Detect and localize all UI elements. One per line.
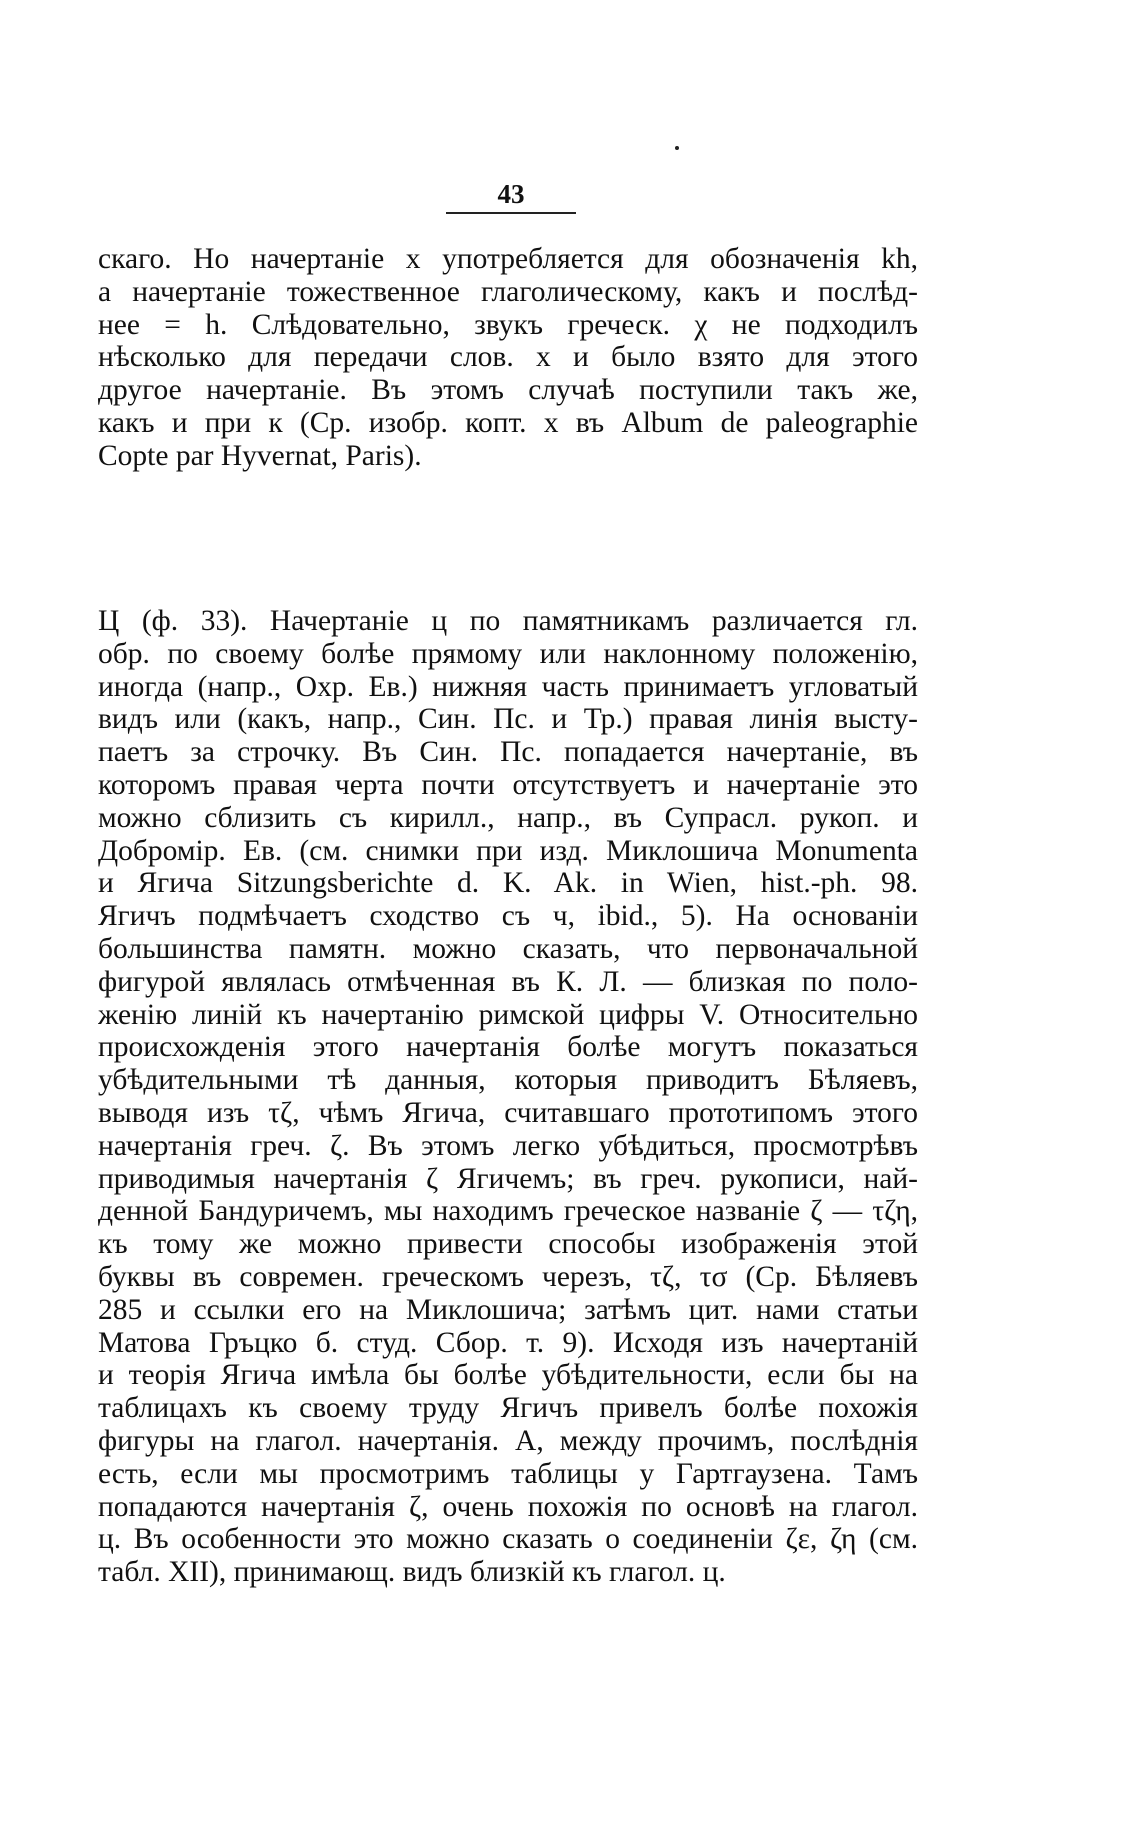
page-number: 43 xyxy=(497,179,525,209)
text-line: начертанія греч. ζ. Въ этомъ легко убѣдиться, просмотрѣвъ xyxy=(98,1129,918,1162)
text-line: происхожденія этого начертанія болѣе могутъ показаться xyxy=(98,1031,918,1064)
page-number-rule xyxy=(446,212,576,214)
text-line: какъ и при к (Ср. изобр. копт. х въ Album de paleographie xyxy=(98,406,918,439)
text-line: фигуры на глагол. начертанія. А, между прочимъ, послѣднія xyxy=(98,1424,918,1457)
text-line: фигурой являлась отмѣченная въ К. Л. — близкая по поло- xyxy=(98,965,918,998)
text-line: и Ягича Sitzungsberichte d. K. Ak. in Wien, hist.-ph. 98. xyxy=(98,867,918,900)
text-line: къ тому же можно привести способы изображенія этой xyxy=(98,1228,918,1261)
text-line: ц. Въ особенности это можно сказать о соединеніи ζε, ζη (см. xyxy=(98,1523,918,1556)
text-line: таблицахъ къ своему труду Ягичъ привелъ болѣе похожія xyxy=(98,1392,918,1425)
text-line: обр. по своему болѣе прямому или наклонному положенію, xyxy=(98,637,918,670)
text-line: Copte par Hyvernat, Paris). xyxy=(98,439,422,472)
text-line: а начертаніе тожественное глаголическому, какъ и послѣд- xyxy=(98,275,918,308)
text-line: Матова Гръцко б. студ. Сбор. т. 9). Исходя изъ начертаній xyxy=(98,1326,918,1359)
text-line: приводимыя начертанія ζ Ягичемъ; въ греч. рукописи, най- xyxy=(98,1162,918,1195)
text-line: 285 и ссылки его на Миклошича; затѣмъ цит. нами статьи xyxy=(98,1293,918,1326)
text-line: нее = h. Слѣдовательно, звукъ греческ. χ не подходилъ xyxy=(98,308,918,341)
text-line: денной Бандуричемъ, мы находимъ греческое названіе ζ — τζη, xyxy=(98,1195,918,1228)
text-line: видъ или (какъ, напр., Син. Пс. и Тр.) правая линія высту- xyxy=(98,703,918,736)
text-line: которомъ правая черта почти отсутствуетъ и начертаніе это xyxy=(98,768,918,801)
text-line: буквы въ современ. греческомъ черезъ, τζ, τσ (Ср. Бѣляевъ xyxy=(98,1260,918,1293)
paragraph-1 xyxy=(98,243,918,473)
text-line: Ягичъ подмѣчаетъ сходство съ ч, ibid., 5). На основаніи xyxy=(98,900,918,933)
text-line: есть, если мы просмотримъ таблицы у Гартгаузена. Тамъ xyxy=(98,1457,918,1490)
text-line: паетъ за строчку. Въ Син. Пс. попадается начертаніе, въ xyxy=(98,736,918,769)
text-line: другое начертаніе. Въ этомъ случаѣ поступили такъ же, xyxy=(98,374,918,407)
print-speck xyxy=(675,146,679,150)
text-line: Ц (ф. 33). Начертаніе ц по памятникамъ различается гл. xyxy=(98,605,918,637)
text-line: иногда (напр., Охр. Ев.) нижняя часть принимаетъ угловатый xyxy=(98,670,918,703)
text-line: табл. XII), принимающ. видъ близкій къ глагол. ц. xyxy=(98,1556,726,1589)
text-line: попадаются начертанія ζ, очень похожія по основѣ на глагол. xyxy=(98,1490,918,1523)
text-line: Добромір. Ев. (см. снимки при изд. Миклошича Monumenta xyxy=(98,834,918,867)
paragraph-2 xyxy=(98,605,918,1589)
text-line: женію линій къ начертанію римской цифры V. Относительно xyxy=(98,998,918,1031)
text-line: можно сблизить съ кирилл., напр., въ Супрасл. рукоп. и xyxy=(98,801,918,834)
text-line: нѣсколько для передачи слов. х и было взято для этого xyxy=(98,341,918,374)
text-line: убѣдительными тѣ данныя, которыя приводитъ Бѣляевъ, xyxy=(98,1064,918,1097)
text-line: выводя изъ τζ, чѣмъ Ягича, считавшаго прототипомъ этого xyxy=(98,1096,918,1129)
text-line: скаго. Но начертаніе х употребляется для обозначенія kh, xyxy=(98,243,918,275)
text-line: и теорія Ягича имѣла бы болѣе убѣдительности, если бы на xyxy=(98,1359,918,1392)
text-line: большинства памятн. можно сказать, что первоначальной xyxy=(98,932,918,965)
